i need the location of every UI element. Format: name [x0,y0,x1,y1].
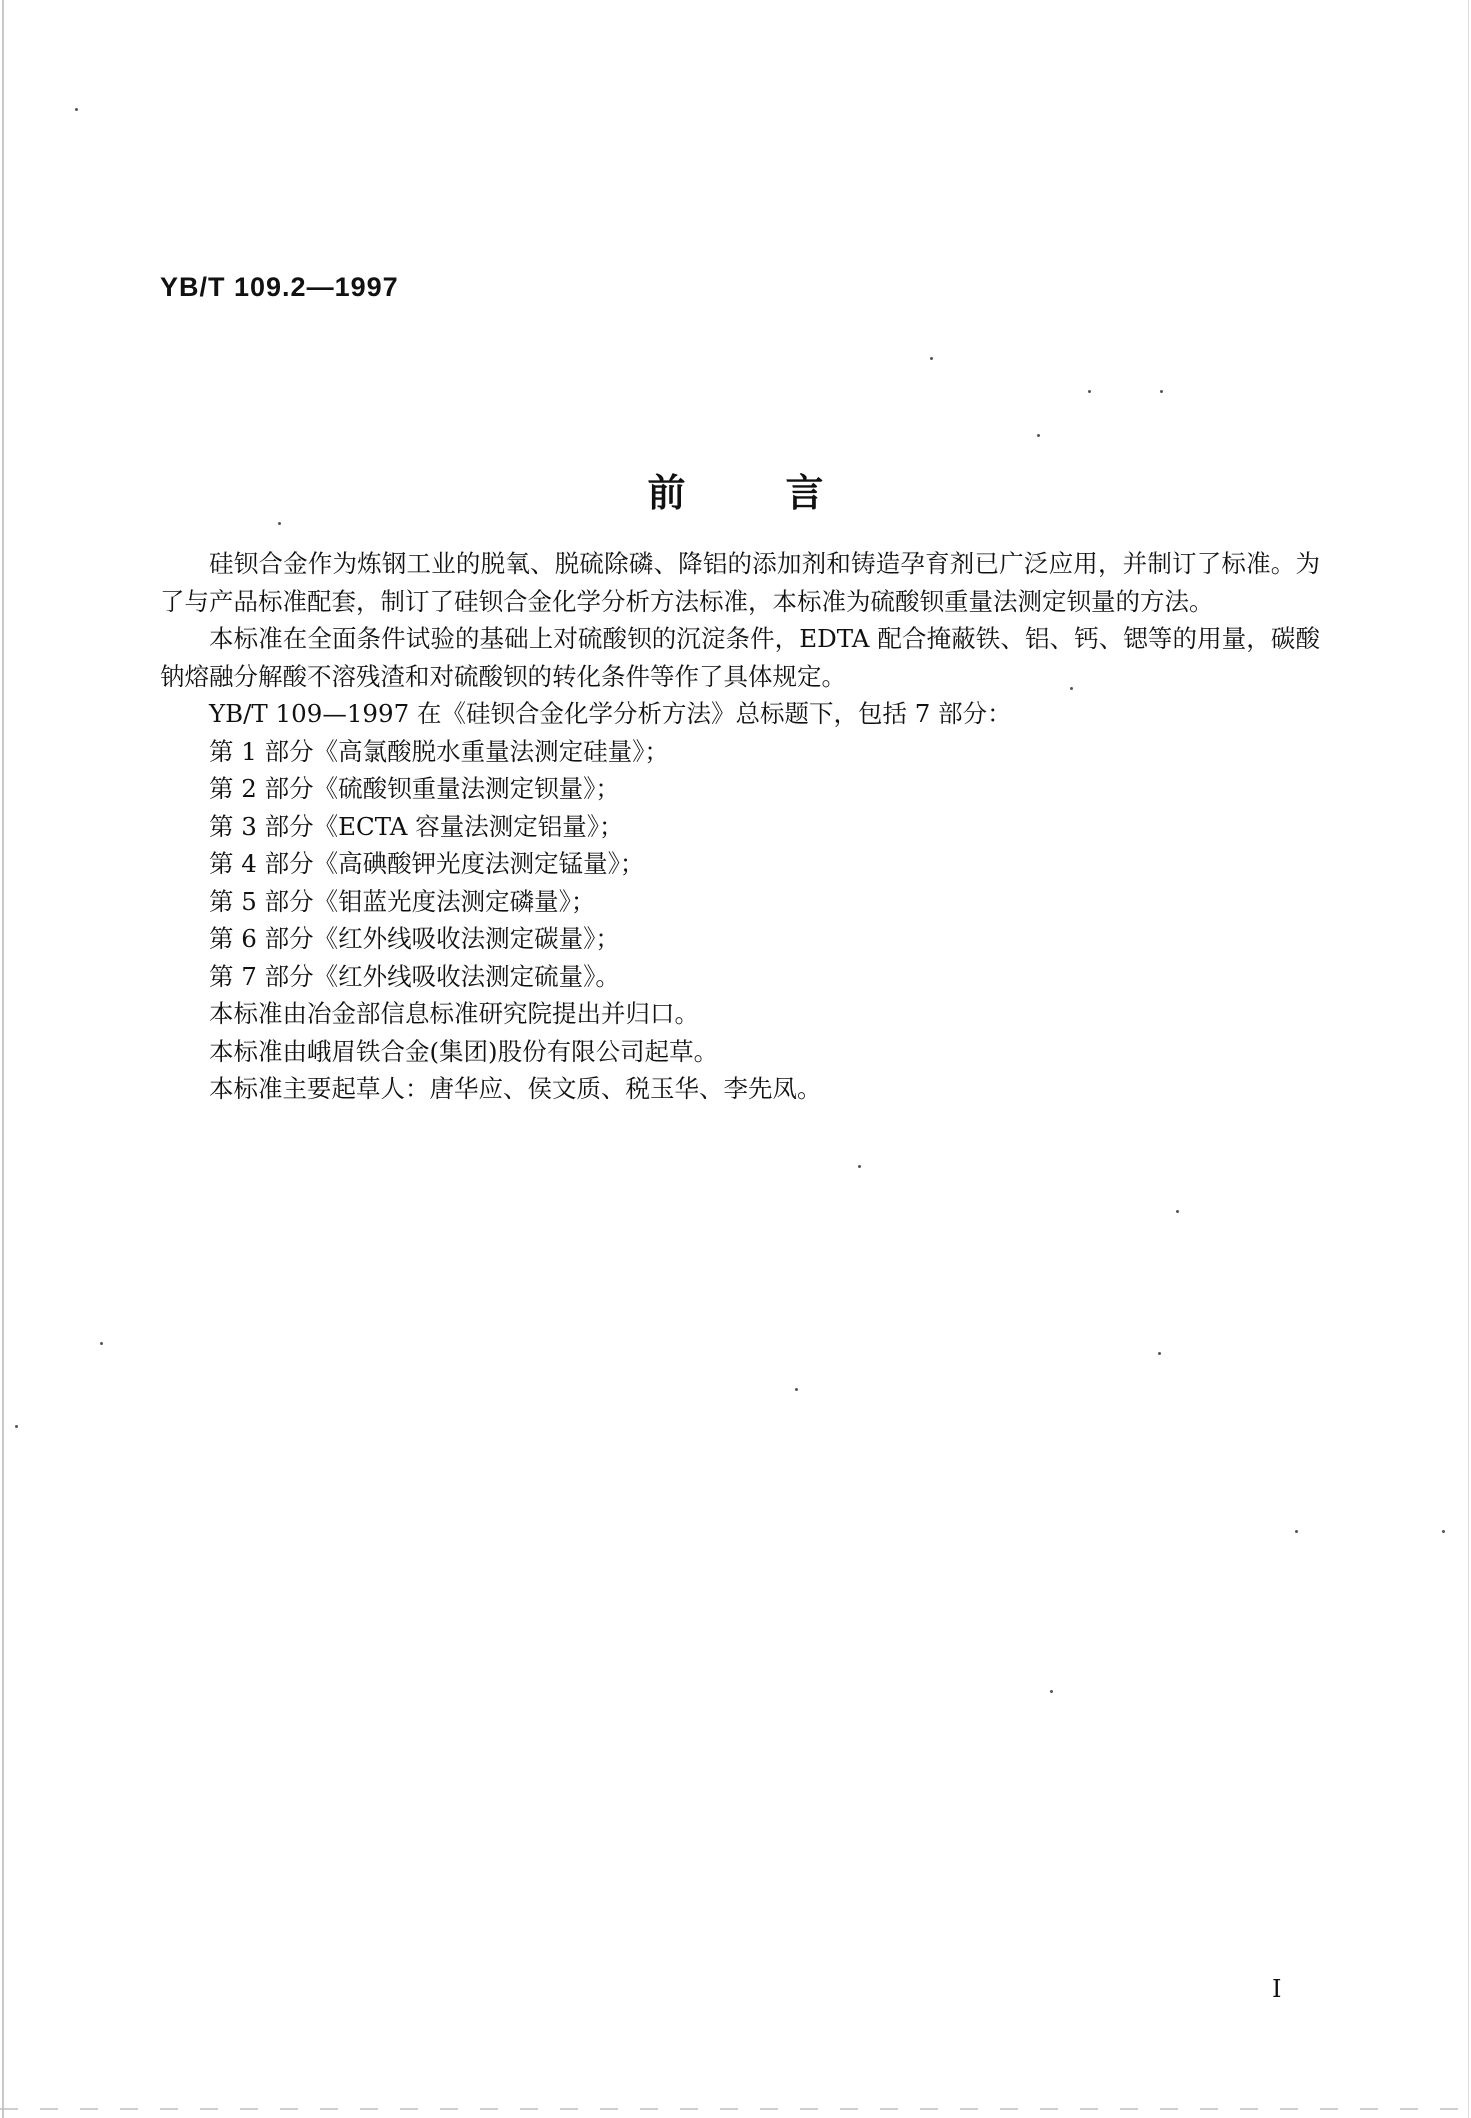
page-title: 前言 [647,471,924,515]
scan-edge-left [2,0,4,2118]
statement-drafter-org: 本标准由峨眉铁合金(集团)股份有限公司起草。 [209,1036,719,1066]
scan-speck [1160,390,1163,393]
parts-list [160,733,1320,996]
scan-speck [278,522,281,525]
statement-proposer: 本标准由冶金部信息标准研究院提出并归口。 [209,999,699,1028]
scan-speck [1158,1352,1161,1355]
scan-speck [1442,1530,1445,1533]
scan-speck [75,108,78,111]
scan-speck [1037,434,1040,437]
scan-speck [858,1165,861,1168]
list-item: 第 4 部分《高碘酸钾光度法测定锰量》； [209,849,645,878]
scan-speck [930,357,933,360]
list-item: 第 1 部分《高氯酸脱水重量法测定硅量》； [209,736,669,766]
scan-speck [795,1388,798,1391]
scan-speck [1176,1210,1179,1213]
scan-edge-right [1468,0,1469,2118]
paragraph-purpose: 硅钡合金作为炼钢工业的脱氧、脱硫除磷、降铝的添加剂和铸造孕育剂已广泛应用，并制订了标准。为了与产品标准配套，制订了硅钡合金化学分析方法标准，本标准为硫酸钡重量法测定钡量的方法。 [160,549,1320,616]
list-item: 第 3 部分《ECTA 容量法测定铝量》； [209,811,624,841]
scan-bottom-noise [0,2108,1471,2110]
standard-code: YB/T 109.2—1997 [160,272,399,302]
scan-speck [1050,1690,1053,1693]
scan-speck [1295,1530,1298,1533]
paragraph-scope: 本标准在全面条件试验的基础上对硫酸钡的沉淀条件，EDTA 配合掩蔽铁、铝、钙、锶等的用量，碳酸钠熔融分解酸不溶残渣和对硫酸钡的转化条件等作了具体规定。 [160,624,1320,691]
list-item: 第 7 部分《红外线吸收法测定硫量》。 [209,961,620,991]
page-number: I [1272,1975,1282,2003]
scan-speck [1088,390,1091,393]
list-item: 第 6 部分《红外线吸收法测定碳量》； [209,924,620,953]
scan-speck [1070,687,1073,690]
series-intro: YB/T 109—1997 在《硅钡合金化学分析方法》总标题下，包括 7 部分： [209,699,1012,728]
list-item: 第 5 部分《钼蓝光度法测定磷量》； [209,886,596,916]
statement-drafters: 本标准主要起草人：唐华应、侯文质、税玉华、李先凤。 [209,1074,822,1103]
scan-speck [15,1425,18,1428]
list-item: 第 2 部分《硫酸钡重量法测定钡量》； [209,774,620,803]
scan-speck [100,1342,103,1345]
foreword-body [160,545,1320,1108]
